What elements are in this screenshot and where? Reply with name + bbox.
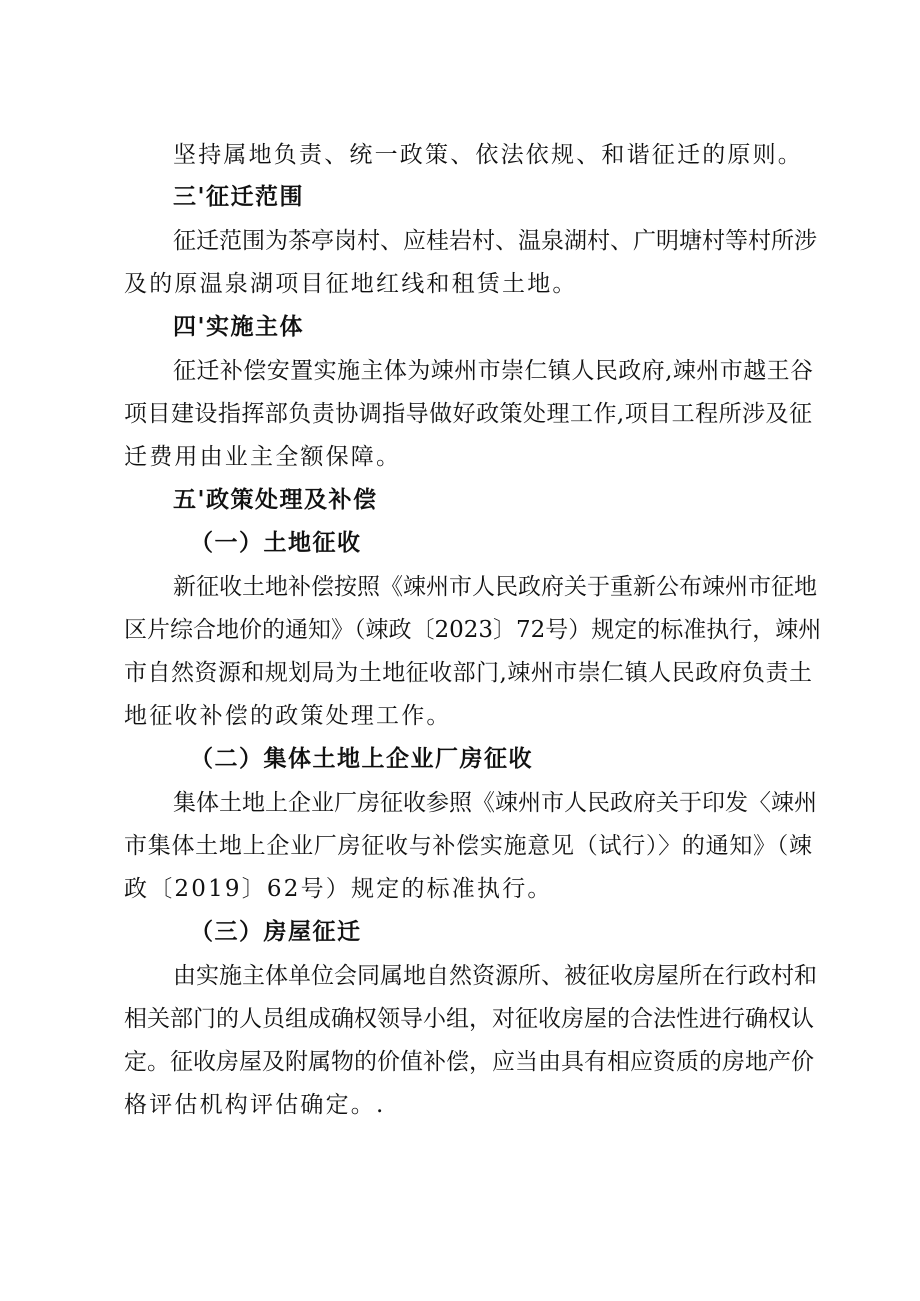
paragraph-land-line-1: 新征收土地补偿按照《竦州市人民政府关于重新公布竦州市征地: [173, 574, 817, 600]
subheading-land-acquisition: （一）土地征收: [190, 529, 362, 556]
paragraph-house-line-3: 定。征收房屋及附属物的价值补偿，应当由具有相应资质的房地产价: [124, 1049, 814, 1075]
paragraph-scope-line-1: 征迁范围为茶亭岗村、应桂岩村、温泉湖村、广明塘村等村所涉: [173, 228, 817, 254]
paragraph-house-line-4: 格评估机构评估确定。.: [124, 1092, 386, 1118]
section-heading-policy: 五'政策处理及补偿: [173, 486, 378, 513]
paragraph-principle: 坚持属地负责、统一政策、依法依规、和谐征迁的原则。: [173, 142, 803, 168]
section-heading-subject: 四'实施主体: [173, 313, 305, 340]
paragraph-factory-line-3: 政〔2019〕62号）规定的标准执行。: [124, 876, 553, 902]
paragraph-factory-line-1: 集体土地上企业厂房征收参照《竦州市人民政府关于印发〈竦州: [173, 790, 817, 816]
paragraph-subject-line-1: 征迁补偿安置实施主体为竦州市崇仁镇人民政府,竦州市越王谷: [173, 358, 813, 384]
paragraph-scope-line-2: 及的原温泉湖项目征地红线和租赁土地。: [124, 271, 578, 297]
paragraph-land-line-3: 市自然资源和规划局为土地征收部门,竦州市崇仁镇人民政府负责土: [124, 660, 812, 686]
paragraph-house-line-2: 相关部门的人员组成确权领导小组，对征收房屋的合法性进行确权认: [124, 1006, 814, 1032]
paragraph-subject-line-2: 项目建设指挥部负责协调指导做好政策处理工作,项目工程所涉及征: [124, 401, 812, 427]
paragraph-land-line-2: 区片综合地价的通知》（竦政〔2023〕72号）规定的标准执行，竦州: [124, 617, 822, 643]
paragraph-house-line-1: 由实施主体单位会同属地自然资源所、被征收房屋所在行政村和: [173, 963, 817, 989]
subheading-enterprise-factory: （二）集体土地上企业厂房征收: [190, 745, 533, 772]
paragraph-subject-line-3: 迁费用由业主全额保障。: [124, 444, 402, 470]
paragraph-factory-line-2: 市集体土地上企业厂房征收与补偿实施意见（试行）〉的通知》（竦: [124, 833, 812, 859]
subheading-house-relocation: （三）房屋征迁: [190, 918, 362, 945]
section-heading-scope: 三'征迁范围: [173, 183, 305, 210]
paragraph-land-line-4: 地征收补偿的政策处理工作。: [124, 703, 452, 729]
